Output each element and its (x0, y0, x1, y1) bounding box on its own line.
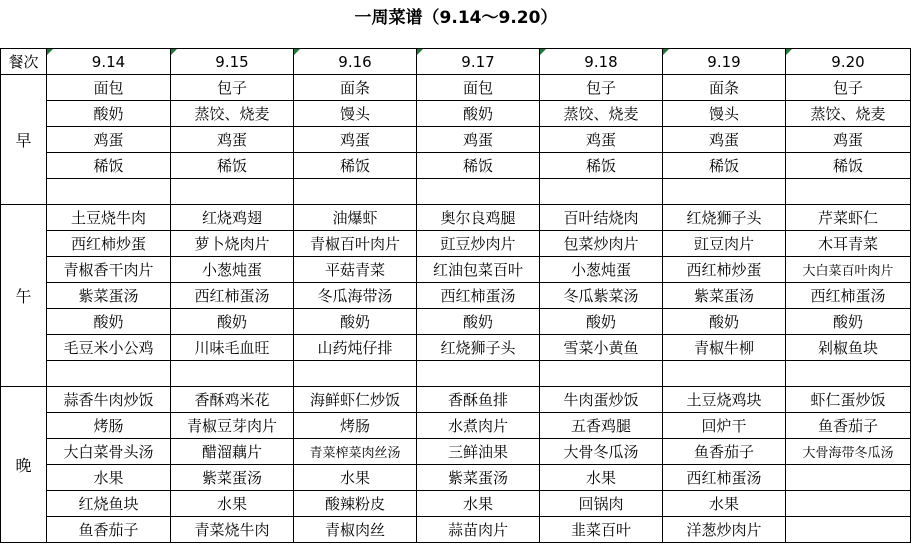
dish-cell: 红烧狮子头 (663, 205, 786, 231)
table-row (1, 465, 911, 491)
dish-cell: 牛肉蛋炒饭 (540, 387, 663, 413)
dish-cell (171, 179, 294, 205)
dish-cell: 大骨冬瓜汤 (540, 439, 663, 465)
date-header: 9.14 (47, 49, 171, 75)
dish-cell: 雪菜小黄鱼 (540, 335, 663, 361)
dish-cell: 烤肠 (47, 413, 171, 439)
dish-cell: 五香鸡腿 (540, 413, 663, 439)
dish-cell: 青菜榨菜肉丝汤 (294, 439, 417, 465)
dish-cell: 西红柿蛋汤 (171, 283, 294, 309)
dish-cell: 大白菜百叶肉片 (786, 257, 911, 283)
dish-cell: 红烧狮子头 (417, 335, 540, 361)
dish-cell: 面包 (417, 75, 540, 101)
dish-cell: 酸奶 (47, 309, 171, 335)
dish-cell: 海鲜虾仁炒饭 (294, 387, 417, 413)
dish-cell: 大骨海带冬瓜汤 (786, 439, 911, 465)
table-row (1, 491, 911, 517)
dish-cell: 面包 (47, 75, 171, 101)
dish-cell: 西红柿蛋汤 (786, 283, 911, 309)
dish-cell: 鱼香茄子 (47, 517, 171, 543)
dish-cell (47, 361, 171, 387)
dish-cell: 蒸饺、烧麦 (171, 101, 294, 127)
dish-cell (171, 361, 294, 387)
dish-cell: 紫菜蛋汤 (663, 283, 786, 309)
meal-column-header: 餐次 (1, 49, 47, 75)
dish-cell: 酸奶 (663, 309, 786, 335)
dish-cell: 紫菜蛋汤 (47, 283, 171, 309)
dish-cell (786, 179, 911, 205)
dish-cell: 紫菜蛋汤 (171, 465, 294, 491)
table-row (1, 179, 911, 205)
dish-cell: 豇豆肉片 (663, 231, 786, 257)
meal-label: 晚 (1, 387, 47, 543)
dish-cell (47, 179, 171, 205)
page-title: 一周菜谱（9.14～9.20） (354, 8, 558, 28)
dish-cell: 川味毛血旺 (171, 335, 294, 361)
dish-cell: 西红柿蛋汤 (417, 283, 540, 309)
dish-cell: 鸡蛋 (171, 127, 294, 153)
table-row (1, 127, 911, 153)
dish-cell: 回炉干 (663, 413, 786, 439)
dish-cell: 水果 (540, 465, 663, 491)
table-row (1, 413, 911, 439)
dish-cell: 馒头 (663, 101, 786, 127)
header-row (1, 49, 911, 75)
dish-cell: 蒸饺、烧麦 (540, 101, 663, 127)
dish-cell: 土豆烧牛肉 (47, 205, 171, 231)
table-row (1, 153, 911, 179)
dish-cell: 水果 (417, 491, 540, 517)
meal-label: 午 (1, 205, 47, 387)
meal-label: 早 (1, 75, 47, 205)
dish-cell (540, 179, 663, 205)
dish-cell: 大白菜骨头汤 (47, 439, 171, 465)
dish-cell: 西红柿蛋汤 (663, 465, 786, 491)
date-header: 9.20 (786, 49, 911, 75)
table-row (1, 205, 911, 231)
dish-cell: 回锅肉 (540, 491, 663, 517)
dish-cell: 豇豆炒肉片 (417, 231, 540, 257)
dish-cell: 蒸饺、烧麦 (786, 101, 911, 127)
dish-cell: 醋溜藕片 (171, 439, 294, 465)
date-header: 9.18 (540, 49, 663, 75)
dish-cell: 面条 (663, 75, 786, 101)
dish-cell: 稀饭 (47, 153, 171, 179)
dish-cell: 平菇青菜 (294, 257, 417, 283)
dish-cell: 小葱炖蛋 (540, 257, 663, 283)
dish-cell (294, 361, 417, 387)
dish-cell: 鸡蛋 (294, 127, 417, 153)
date-header: 9.16 (294, 49, 417, 75)
dish-cell: 酸奶 (417, 101, 540, 127)
dish-cell (786, 465, 911, 491)
dish-cell: 萝卜烧肉片 (171, 231, 294, 257)
dish-cell: 油爆虾 (294, 205, 417, 231)
dish-cell: 水果 (663, 491, 786, 517)
dish-cell: 稀饭 (171, 153, 294, 179)
dish-cell: 水果 (47, 465, 171, 491)
dish-cell: 青椒豆芽肉片 (171, 413, 294, 439)
dish-cell: 鸡蛋 (417, 127, 540, 153)
dish-cell (786, 361, 911, 387)
table-row (1, 517, 911, 543)
dish-cell (786, 517, 911, 543)
dish-cell: 红烧鸡翅 (171, 205, 294, 231)
dish-cell: 红油包菜百叶 (417, 257, 540, 283)
dish-cell (786, 491, 911, 517)
dish-cell (417, 179, 540, 205)
dish-cell: 包子 (786, 75, 911, 101)
menu-table (0, 48, 911, 543)
dish-cell: 酸辣粉皮 (294, 491, 417, 517)
table-row (1, 335, 911, 361)
dish-cell: 土豆烧鸡块 (663, 387, 786, 413)
dish-cell: 韭菜百叶 (540, 517, 663, 543)
table-row (1, 75, 911, 101)
dish-cell: 稀饭 (663, 153, 786, 179)
dish-cell: 冬瓜紫菜汤 (540, 283, 663, 309)
dish-cell: 毛豆米小公鸡 (47, 335, 171, 361)
dish-cell: 包子 (171, 75, 294, 101)
dish-cell: 酸奶 (47, 101, 171, 127)
dish-cell (663, 179, 786, 205)
table-row (1, 361, 911, 387)
dish-cell: 蒜苗肉片 (417, 517, 540, 543)
dish-cell: 稀饭 (540, 153, 663, 179)
dish-cell: 百叶结烧肉 (540, 205, 663, 231)
dish-cell: 西红柿炒蛋 (663, 257, 786, 283)
dish-cell: 木耳青菜 (786, 231, 911, 257)
table-row (1, 257, 911, 283)
dish-cell: 水果 (294, 465, 417, 491)
date-header: 9.15 (171, 49, 294, 75)
dish-cell: 剁椒鱼块 (786, 335, 911, 361)
dish-cell: 紫菜蛋汤 (417, 465, 540, 491)
table-row (1, 283, 911, 309)
dish-cell: 芹菜虾仁 (786, 205, 911, 231)
table-row (1, 231, 911, 257)
dish-cell: 香酥鸡米花 (171, 387, 294, 413)
dish-cell: 稀饭 (417, 153, 540, 179)
table-row (1, 101, 911, 127)
dish-cell: 鸡蛋 (663, 127, 786, 153)
dish-cell: 包菜炒肉片 (540, 231, 663, 257)
dish-cell: 青椒牛柳 (663, 335, 786, 361)
dish-cell: 香酥鱼排 (417, 387, 540, 413)
dish-cell (663, 361, 786, 387)
dish-cell: 稀饭 (294, 153, 417, 179)
dish-cell: 鸡蛋 (540, 127, 663, 153)
dish-cell (540, 361, 663, 387)
dish-cell: 水煮肉片 (417, 413, 540, 439)
dish-cell: 水果 (171, 491, 294, 517)
dish-cell: 洋葱炒肉片 (663, 517, 786, 543)
dish-cell: 蒜香牛肉炒饭 (47, 387, 171, 413)
dish-cell: 鱼香茄子 (663, 439, 786, 465)
dish-cell: 烤肠 (294, 413, 417, 439)
dish-cell: 山药炖仔排 (294, 335, 417, 361)
dish-cell: 酸奶 (294, 309, 417, 335)
dish-cell: 奥尔良鸡腿 (417, 205, 540, 231)
table-row (1, 309, 911, 335)
dish-cell: 包子 (540, 75, 663, 101)
table-row (1, 387, 911, 413)
dish-cell: 红烧鱼块 (47, 491, 171, 517)
dish-cell: 西红柿炒蛋 (47, 231, 171, 257)
dish-cell: 面条 (294, 75, 417, 101)
dish-cell: 鸡蛋 (47, 127, 171, 153)
dish-cell (417, 361, 540, 387)
dish-cell: 鱼香茄子 (786, 413, 911, 439)
dish-cell: 鸡蛋 (786, 127, 911, 153)
dish-cell: 小葱炖蛋 (171, 257, 294, 283)
dish-cell: 酸奶 (786, 309, 911, 335)
date-header: 9.17 (417, 49, 540, 75)
table-row (1, 439, 911, 465)
dish-cell: 酸奶 (171, 309, 294, 335)
dish-cell: 馒头 (294, 101, 417, 127)
dish-cell: 虾仁蛋炒饭 (786, 387, 911, 413)
dish-cell: 青椒香干肉片 (47, 257, 171, 283)
dish-cell: 青椒肉丝 (294, 517, 417, 543)
dish-cell: 酸奶 (417, 309, 540, 335)
dish-cell: 冬瓜海带汤 (294, 283, 417, 309)
dish-cell (294, 179, 417, 205)
dish-cell: 稀饭 (786, 153, 911, 179)
date-header: 9.19 (663, 49, 786, 75)
dish-cell: 三鲜油果 (417, 439, 540, 465)
dish-cell: 青椒百叶肉片 (294, 231, 417, 257)
dish-cell: 酸奶 (540, 309, 663, 335)
dish-cell: 青菜烧牛肉 (171, 517, 294, 543)
